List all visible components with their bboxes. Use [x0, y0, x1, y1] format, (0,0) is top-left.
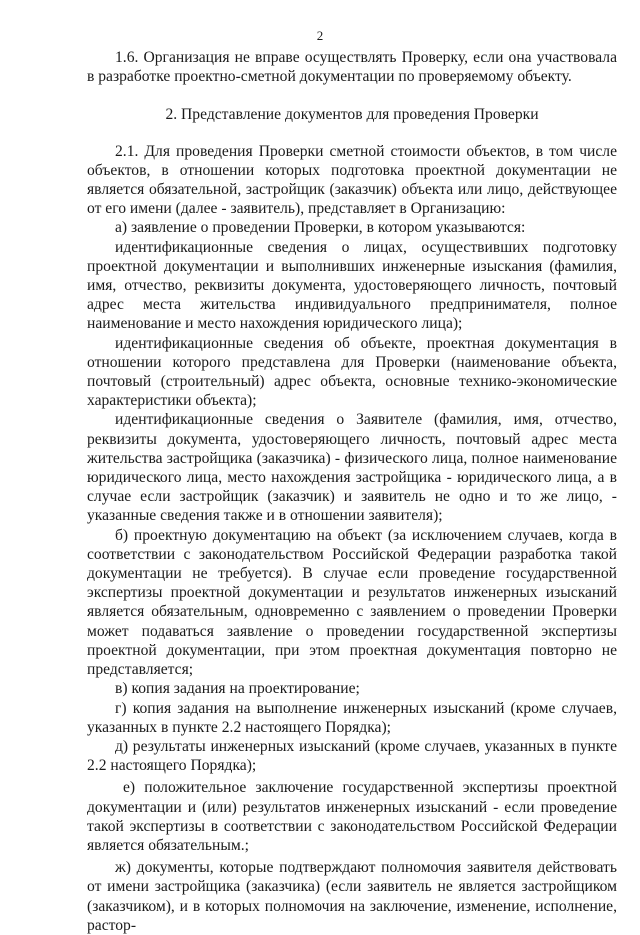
- paragraph-applicant-info: идентификационные сведения о Заявителе (фамилия, имя, отчество, реквизиты документа, удостоверяющего личность, почтовый адрес места жительства застройщика (заказчика) - физического лица, полное наименование юридического лица, место нахождения застройщика - юридического лица, а в случае если застройщик (заказчик) и заявитель не одно и то же лицо, - указанные сведения также и в отношении заявителя);: [87, 411, 617, 525]
- paragraph-item-d: д) результаты инженерных изысканий (кроме случаев, указанных в пункте 2.2 настоящего Порядка);: [87, 737, 617, 775]
- paragraph-designers-info: идентификационные сведения о лицах, осуществивших подготовку проектной документации и выполнивших инженерные изыскания (фамилия, имя, отчество, реквизиты документа, удостоверяющего личность, почтовый адрес места жительства индивидуального предпринимателя, полное наименование и место нахождения юридического лица);: [87, 238, 617, 333]
- paragraph-2-1: 2.1. Для проведения Проверки сметной стоимости объектов, в том числе объектов, в отношении которых подготовка проектной документации не является обязательной, застройщик (заказчик) объекта или лицо, действующее от его имени (далее - заявитель), представляет в Организацию:: [87, 142, 617, 218]
- paragraph-item-b: б) проектную документацию на объект (за исключением случаев, когда в соответствии с законодательством Российской Федерации разработка такой документации не требуется). В случае если проведение государственной экспертизы проектной документации и результатов инженерных изысканий является обязательным, одновременно с заявлением о проведении Проверки может подаваться заявление о проведении государственной экспертизы проектной документации, при этом проектная документация повторно не представляется;: [87, 526, 617, 679]
- paragraph-1-6: 1.6. Организация не вправе осуществлять Проверку, если она участвовала в разработке проектно-сметной документации по проверяемому объекту.: [87, 49, 617, 86]
- page-number: 2: [316, 28, 324, 43]
- paragraph-item-e: е) положительное заключение государственной экспертизы проектной документации и (или) результатов инженерных изысканий - если проведение такой экспертизы в соответствии с законодательством Российской Федерации является обязательным.;: [87, 779, 617, 854]
- document-body: [87, 48, 617, 935]
- paragraph-item-a: а) заявление о проведении Проверки, в котором указываются:: [115, 219, 526, 237]
- paragraph-item-v: в) копия задания на проектирование;: [115, 680, 360, 698]
- paragraph-item-g: г) копия задания на выполнение инженерных изысканий (кроме случаев, указанных в пункте 2.2 настоящего Порядка);: [87, 699, 617, 736]
- paragraph-object-info: идентификационные сведения об объекте, проектная документация в отношении которого представлена для Проверки (наименование объекта, почтовый (строительный) адрес объекта, основные технико-экономические характеристики объекта);: [87, 334, 617, 410]
- section-title: 2. Представление документов для проведения Проверки: [165, 106, 539, 124]
- paragraph-item-zh: ж) документы, которые подтверждают полномочия заявителя действовать от имени застройщика (заказчика) (если заявитель не является застройщиком (заказчиком), и в которых полномочия на заключение, изменение, исполнение, растор-: [87, 859, 617, 934]
